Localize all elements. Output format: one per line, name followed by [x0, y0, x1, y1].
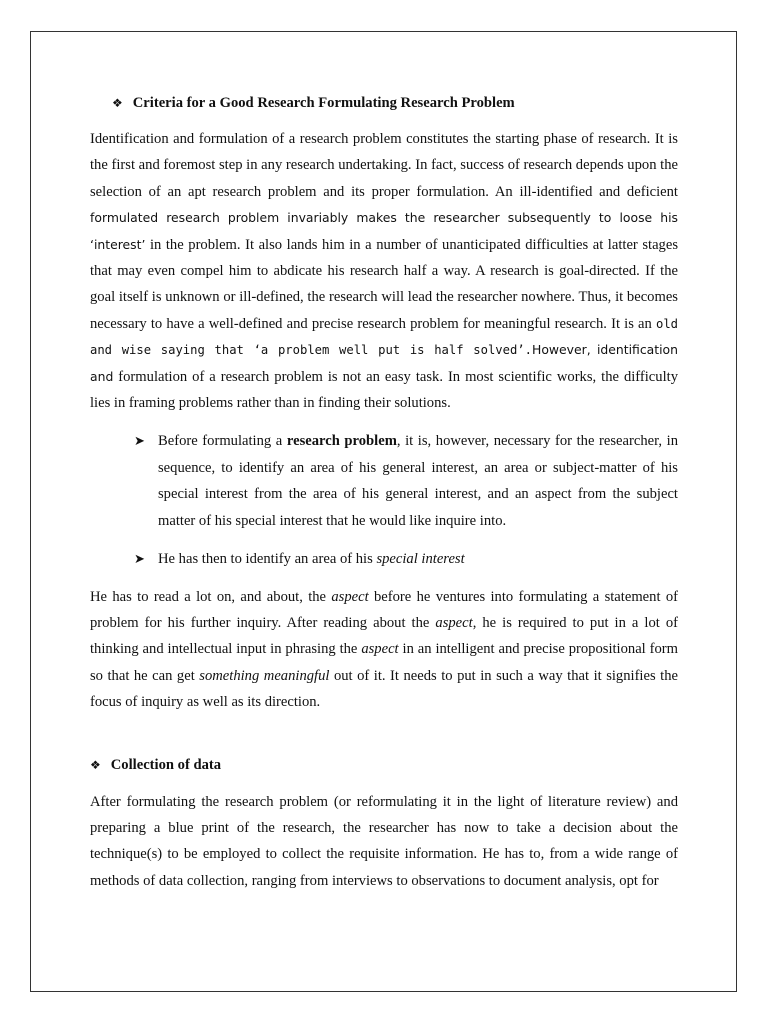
list-item-text: He has then to identify an area of his	[158, 551, 377, 568]
arrow-list	[90, 428, 678, 572]
paragraph-text: Identification and formulation of a research problem constitutes the starting phase of research. It is the first and foremost step in any research undertaking. In fact, success of research depends upon the selection of an apt research problem and its proper formulation. An ill-identified and deficient	[90, 131, 678, 200]
paragraph-aspect	[90, 584, 678, 716]
list-item	[90, 546, 678, 572]
arrow-bullet-icon: ➤	[134, 433, 145, 449]
paragraph-intro	[90, 126, 678, 416]
section-heading-collection	[90, 754, 678, 776]
paragraph-text: formulated research problem invariably makes the researcher subsequently to loose his ‘interest’	[90, 210, 678, 252]
diamond-bullet-icon: ❖	[112, 96, 123, 110]
section-heading-text: Collection of data	[110, 756, 222, 773]
section-heading-text: Criteria for a Good Research Formulating Research Problem	[132, 95, 515, 111]
list-item-text: , it is, however, necessary for the researcher, in sequence, to identify an area of his general interest, an area or subject-matter of his special interest from the area of his general interest, and an aspect from the subject matter of his special interest that he would like inquire into.	[158, 433, 678, 529]
paragraph-text: in the problem. It also lands him in a number of unanticipated difficulties at latter stages that may even compel him to abdicate his research half a way. A research is goal-directed. If the goal itself is unknown or ill-defined, the research will lead the researcher nowhere. Thus, it becomes necessary to have a well-defined and precise research problem for meaningful research. It is an	[90, 236, 678, 332]
arrow-bullet-icon: ➤	[134, 551, 145, 567]
italic-text: something meaningful	[199, 667, 330, 684]
diamond-bullet-icon: ❖	[90, 757, 101, 772]
paragraph-text: , he is required to put in a lot of thinking and intellectual input in phrasing the	[90, 614, 678, 658]
italic-text: aspect	[331, 588, 369, 605]
paragraph-text: formulation of a research problem is not an easy task. In most scientific works, the difficulty lies in framing problems rather than in finding their solutions.	[90, 368, 678, 412]
paragraph-text: He has to read a lot on, and about, the	[90, 588, 332, 605]
section-heading-criteria	[90, 92, 678, 114]
document-body	[90, 92, 678, 894]
list-item-italic-text: special interest	[376, 551, 465, 568]
paragraph-text: out of it. It needs to put in such a way that it signifies the focus of inquiry as well as its direction.	[90, 667, 678, 711]
paragraph-text: before he ventures into formulating a statement of problem for his further inquiry. After reading about the	[90, 588, 678, 631]
list-item	[90, 428, 678, 534]
list-item-bold-text: research problem	[286, 433, 397, 450]
paragraph-text: in an intelligent and precise propositional form so that he can get	[90, 641, 678, 684]
list-item-text: Before formulating a	[158, 433, 287, 450]
paragraph-collection: After formulating the research problem (or reformulating it in the light of literature review) and preparing a blue print of the research, the researcher has now to take a decision about the technique(s) to be employed to collect the requisite information. He has to, from a wide range of methods of data collection, ranging from interviews to observations to document analysis, opt for	[90, 793, 678, 889]
quote-text: old and wise saying that ‘a problem well put is half solved’.	[90, 316, 678, 358]
paragraph-text: However, identification and	[90, 342, 678, 384]
italic-text: aspect	[361, 641, 399, 658]
italic-text: aspect	[435, 614, 473, 631]
